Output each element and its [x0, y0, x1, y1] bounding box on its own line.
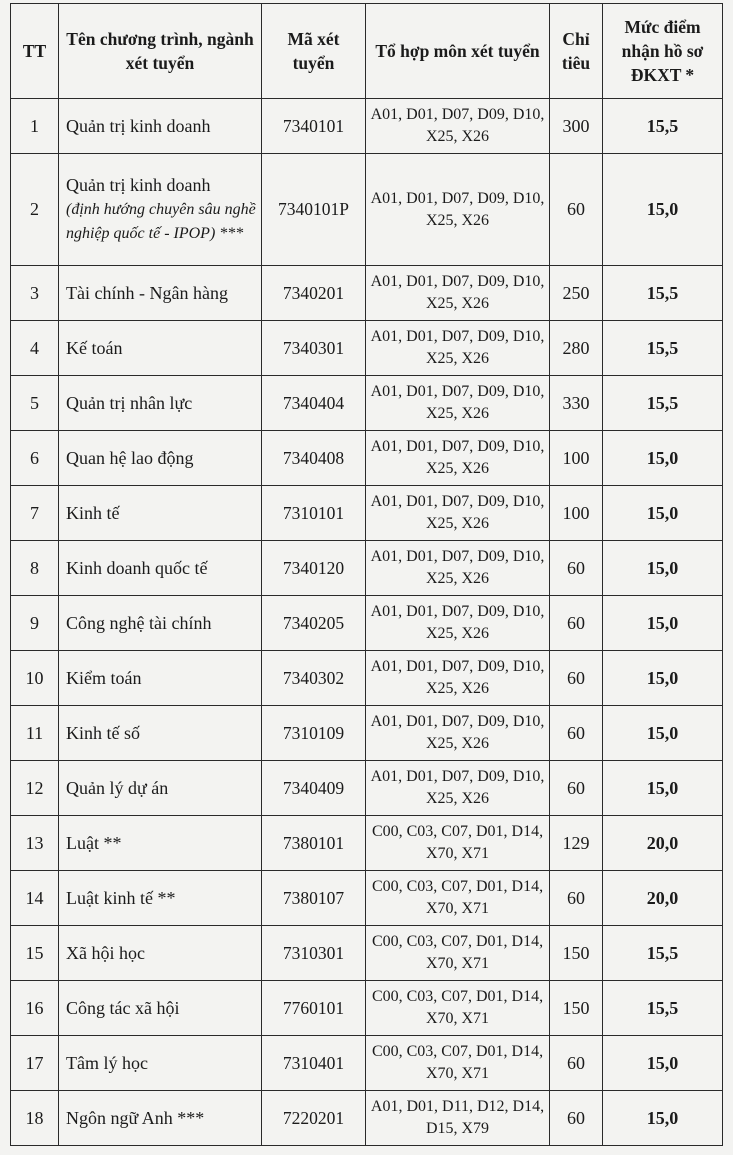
row-number: 11 [11, 706, 59, 761]
program-name-cell [59, 926, 262, 981]
program-name: Tâm lý học [66, 1052, 148, 1073]
subject-combination: A01, D01, D07, D09, D10, X25, X26 [366, 431, 550, 486]
min-score: 15,5 [603, 981, 723, 1036]
program-name-cell [59, 321, 262, 376]
row-number: 6 [11, 431, 59, 486]
row-number: 10 [11, 651, 59, 706]
quota-value: 129 [550, 816, 603, 871]
subject-combination: A01, D01, D07, D09, D10, X25, X26 [366, 706, 550, 761]
header-quota: Chỉ tiêu [550, 4, 603, 99]
min-score: 15,5 [603, 376, 723, 431]
subject-combination: C00, C03, C07, D01, D14, X70, X71 [366, 816, 550, 871]
quota-value: 280 [550, 321, 603, 376]
program-name: Kinh doanh quốc tế [66, 557, 208, 578]
program-name-cell [59, 486, 262, 541]
admission-table [10, 3, 723, 1146]
program-name: Quản lý dự án [66, 777, 169, 798]
program-name-cell [59, 376, 262, 431]
row-number: 1 [11, 99, 59, 154]
min-score: 15,0 [603, 706, 723, 761]
program-code: 7340301 [262, 321, 366, 376]
program-name: Quản trị nhân lực [66, 392, 193, 413]
min-score: 15,0 [603, 1036, 723, 1091]
subject-combination: A01, D01, D07, D09, D10, X25, X26 [366, 266, 550, 321]
row-number: 2 [11, 154, 59, 266]
table-row [11, 596, 723, 651]
subject-combination: A01, D01, D07, D09, D10, X25, X26 [366, 651, 550, 706]
quota-value: 150 [550, 981, 603, 1036]
row-number: 16 [11, 981, 59, 1036]
subject-combination: C00, C03, C07, D01, D14, X70, X71 [366, 981, 550, 1036]
program-name-cell [59, 816, 262, 871]
min-score: 15,0 [603, 541, 723, 596]
min-score: 15,5 [603, 321, 723, 376]
program-code: 7760101 [262, 981, 366, 1036]
quota-value: 100 [550, 431, 603, 486]
quota-value: 250 [550, 266, 603, 321]
quota-value: 60 [550, 651, 603, 706]
program-name: Luật kinh tế ** [66, 887, 176, 908]
min-score: 15,0 [603, 651, 723, 706]
program-name: Công tác xã hội [66, 997, 180, 1018]
subject-combination: A01, D01, D07, D09, D10, X25, X26 [366, 486, 550, 541]
row-number: 13 [11, 816, 59, 871]
header-tt: TT [11, 4, 59, 99]
program-code: 7340101 [262, 99, 366, 154]
header-program: Tên chương trình, ngành xét tuyển [59, 4, 262, 99]
min-score: 15,5 [603, 99, 723, 154]
table-row [11, 541, 723, 596]
program-name: Quan hệ lao động [66, 447, 194, 468]
program-code: 7310401 [262, 1036, 366, 1091]
program-note: (định hướng chuyên sâu nghề nghiệp quốc tế - IPOP) *** [66, 201, 256, 242]
subject-combination: A01, D01, D07, D09, D10, X25, X26 [366, 154, 550, 266]
program-name: Kế toán [66, 337, 123, 358]
program-code: 7310301 [262, 926, 366, 981]
program-name-cell [59, 706, 262, 761]
min-score: 15,0 [603, 486, 723, 541]
program-name: Kinh tế [66, 502, 120, 523]
subject-combination: A01, D01, D11, D12, D14, D15, X79 [366, 1091, 550, 1146]
table-body [11, 99, 723, 1146]
program-code: 7380101 [262, 816, 366, 871]
min-score: 15,0 [603, 154, 723, 266]
quota-value: 60 [550, 541, 603, 596]
program-name-cell [59, 1091, 262, 1146]
program-name-cell [59, 154, 262, 266]
quota-value: 150 [550, 926, 603, 981]
program-name: Kinh tế số [66, 722, 140, 743]
row-number: 5 [11, 376, 59, 431]
min-score: 15,0 [603, 761, 723, 816]
min-score: 15,0 [603, 596, 723, 651]
table-row [11, 99, 723, 154]
subject-combination: C00, C03, C07, D01, D14, X70, X71 [366, 1036, 550, 1091]
program-name-cell [59, 431, 262, 486]
table-row [11, 926, 723, 981]
subject-combination: A01, D01, D07, D09, D10, X25, X26 [366, 376, 550, 431]
row-number: 7 [11, 486, 59, 541]
min-score: 15,0 [603, 1091, 723, 1146]
program-name: Ngôn ngữ Anh *** [66, 1107, 205, 1128]
subject-combination: C00, C03, C07, D01, D14, X70, X71 [366, 871, 550, 926]
program-code: 7340101P [262, 154, 366, 266]
program-name-cell [59, 651, 262, 706]
table-row [11, 1091, 723, 1146]
program-name-cell [59, 761, 262, 816]
min-score: 15,5 [603, 266, 723, 321]
program-name-cell [59, 1036, 262, 1091]
program-code: 7340205 [262, 596, 366, 651]
row-number: 3 [11, 266, 59, 321]
header-score: Mức điểm nhận hồ sơ ĐKXT * [603, 4, 723, 99]
program-name: Tài chính - Ngân hàng [66, 282, 228, 303]
quota-value: 100 [550, 486, 603, 541]
program-name-cell [59, 266, 262, 321]
row-number: 18 [11, 1091, 59, 1146]
row-number: 9 [11, 596, 59, 651]
min-score: 15,0 [603, 431, 723, 486]
program-code: 7340302 [262, 651, 366, 706]
quota-value: 60 [550, 871, 603, 926]
table-row [11, 266, 723, 321]
row-number: 8 [11, 541, 59, 596]
table-row [11, 376, 723, 431]
program-code: 7310101 [262, 486, 366, 541]
program-code: 7340408 [262, 431, 366, 486]
program-code: 7340404 [262, 376, 366, 431]
quota-value: 60 [550, 154, 603, 266]
program-name-cell [59, 99, 262, 154]
table-row [11, 486, 723, 541]
subject-combination: A01, D01, D07, D09, D10, X25, X26 [366, 99, 550, 154]
table-row [11, 321, 723, 376]
table-row [11, 816, 723, 871]
header-code: Mã xét tuyển [262, 4, 366, 99]
row-number: 12 [11, 761, 59, 816]
row-number: 4 [11, 321, 59, 376]
table-row [11, 706, 723, 761]
program-code: 7380107 [262, 871, 366, 926]
min-score: 20,0 [603, 871, 723, 926]
program-code: 7340409 [262, 761, 366, 816]
program-name-cell [59, 541, 262, 596]
table-row [11, 651, 723, 706]
program-name: Quản trị kinh doanh [66, 175, 211, 195]
program-name-cell [59, 871, 262, 926]
min-score: 20,0 [603, 816, 723, 871]
row-number: 15 [11, 926, 59, 981]
table-row [11, 1036, 723, 1091]
quota-value: 60 [550, 1091, 603, 1146]
program-name: Công nghệ tài chính [66, 612, 212, 633]
program-code: 7340201 [262, 266, 366, 321]
program-code: 7310109 [262, 706, 366, 761]
subject-combination: C00, C03, C07, D01, D14, X70, X71 [366, 926, 550, 981]
table-row [11, 154, 723, 266]
program-code: 7220201 [262, 1091, 366, 1146]
table-row [11, 761, 723, 816]
quota-value: 300 [550, 99, 603, 154]
program-name: Xã hội học [66, 942, 145, 963]
program-code: 7340120 [262, 541, 366, 596]
quota-value: 60 [550, 1036, 603, 1091]
row-number: 17 [11, 1036, 59, 1091]
program-name: Quản trị kinh doanh [66, 115, 211, 136]
table-row [11, 431, 723, 486]
quota-value: 330 [550, 376, 603, 431]
quota-value: 60 [550, 706, 603, 761]
admission-table-sheet [10, 3, 723, 1146]
table-row [11, 871, 723, 926]
program-name: Kiểm toán [66, 667, 142, 688]
min-score: 15,5 [603, 926, 723, 981]
table-row [11, 981, 723, 1036]
quota-value: 60 [550, 596, 603, 651]
quota-value: 60 [550, 761, 603, 816]
program-name: Luật ** [66, 832, 122, 853]
header-combo: Tổ hợp môn xét tuyển [366, 4, 550, 99]
subject-combination: A01, D01, D07, D09, D10, X25, X26 [366, 596, 550, 651]
row-number: 14 [11, 871, 59, 926]
subject-combination: A01, D01, D07, D09, D10, X25, X26 [366, 761, 550, 816]
header-row [11, 4, 723, 99]
program-name-cell [59, 596, 262, 651]
program-name-cell [59, 981, 262, 1036]
subject-combination: A01, D01, D07, D09, D10, X25, X26 [366, 541, 550, 596]
subject-combination: A01, D01, D07, D09, D10, X25, X26 [366, 321, 550, 376]
